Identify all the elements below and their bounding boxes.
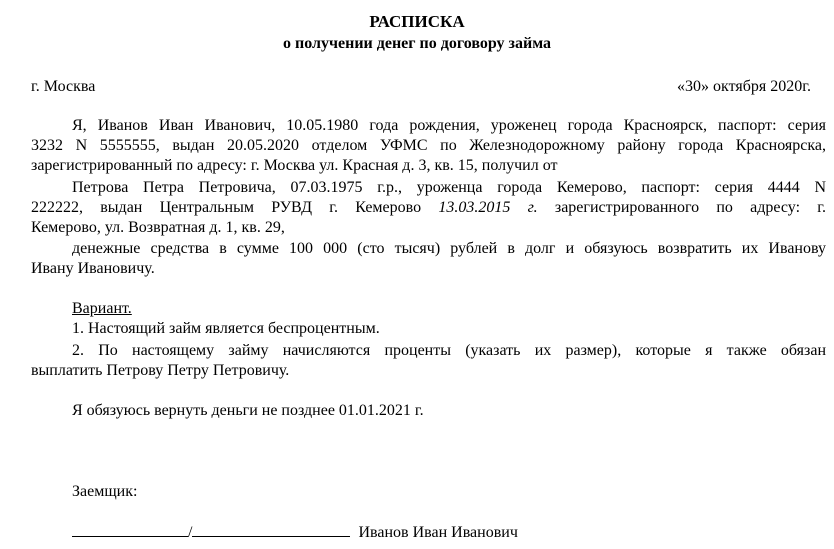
name-blank-line: [192, 521, 350, 537]
amount-line-1: денежные средства в сумме 100 000 (сто тысяч) рублей в долг и обязуюсь возвратить их Иванову: [72, 240, 826, 257]
variant-item-1: 1. Настоящий займ является беспроцентным.: [72, 320, 380, 337]
lender-line-1: Петрова Петра Петровича, 07.03.1975 г.р., уроженца города Кемерово, паспорт: серия 4444 N: [72, 179, 826, 196]
document-title: РАСПИСКА: [369, 12, 465, 31]
document-subtitle: о получении денег по договору займа: [283, 35, 551, 52]
signature-row: [72, 521, 518, 543]
amount-line-2: Ивану Ивановичу.: [31, 260, 155, 277]
signature-label: Заемщик:: [72, 483, 138, 500]
variant-item-2-line-2: выплатить Петрову Петру Петровичу.: [31, 362, 290, 379]
variant-item-2-line-1: 2. По настоящему займу начисляются проценты (указать их размер), которые я также обязан: [72, 342, 826, 359]
lender-address-text: зарегистрированного по адресу: г.: [554, 199, 827, 216]
borrower-line-3: зарегистрированный по адресу: г. Москва ул. Красная д. 3, кв. 15, получил от: [31, 157, 558, 174]
lender-line-2: [31, 198, 826, 218]
signature-separator: /: [188, 524, 193, 541]
return-statement: Я обязуюсь вернуть деньги не позднее 01.01.2021 г.: [72, 402, 424, 419]
lender-passport-text: 222222, выдан Центральным РУВД г. Кемерово: [31, 199, 422, 216]
document-date: «30» октября 2020г.: [677, 78, 811, 95]
variant-heading: Вариант.: [72, 300, 132, 317]
borrower-line-1: Я, Иванов Иван Иванович, 10.05.1980 года рождения, уроженец города Красноярск, паспорт: серия: [72, 117, 826, 134]
borrower-line-2: 3232 N 5555555, выдан 20.05.2020 отделом УФМС по Железнодорожному району города Красноярска,: [31, 137, 826, 154]
signature-blank-line: [72, 521, 188, 537]
city: г. Москва: [31, 78, 96, 95]
lender-line-3: Кемерово, ул. Возвратная д. 1, кв. 29,: [31, 219, 285, 236]
passport-issue-date: 13.03.2015 г.: [438, 199, 538, 216]
borrower-signature-name: Иванов Иван Иванович: [358, 524, 518, 541]
